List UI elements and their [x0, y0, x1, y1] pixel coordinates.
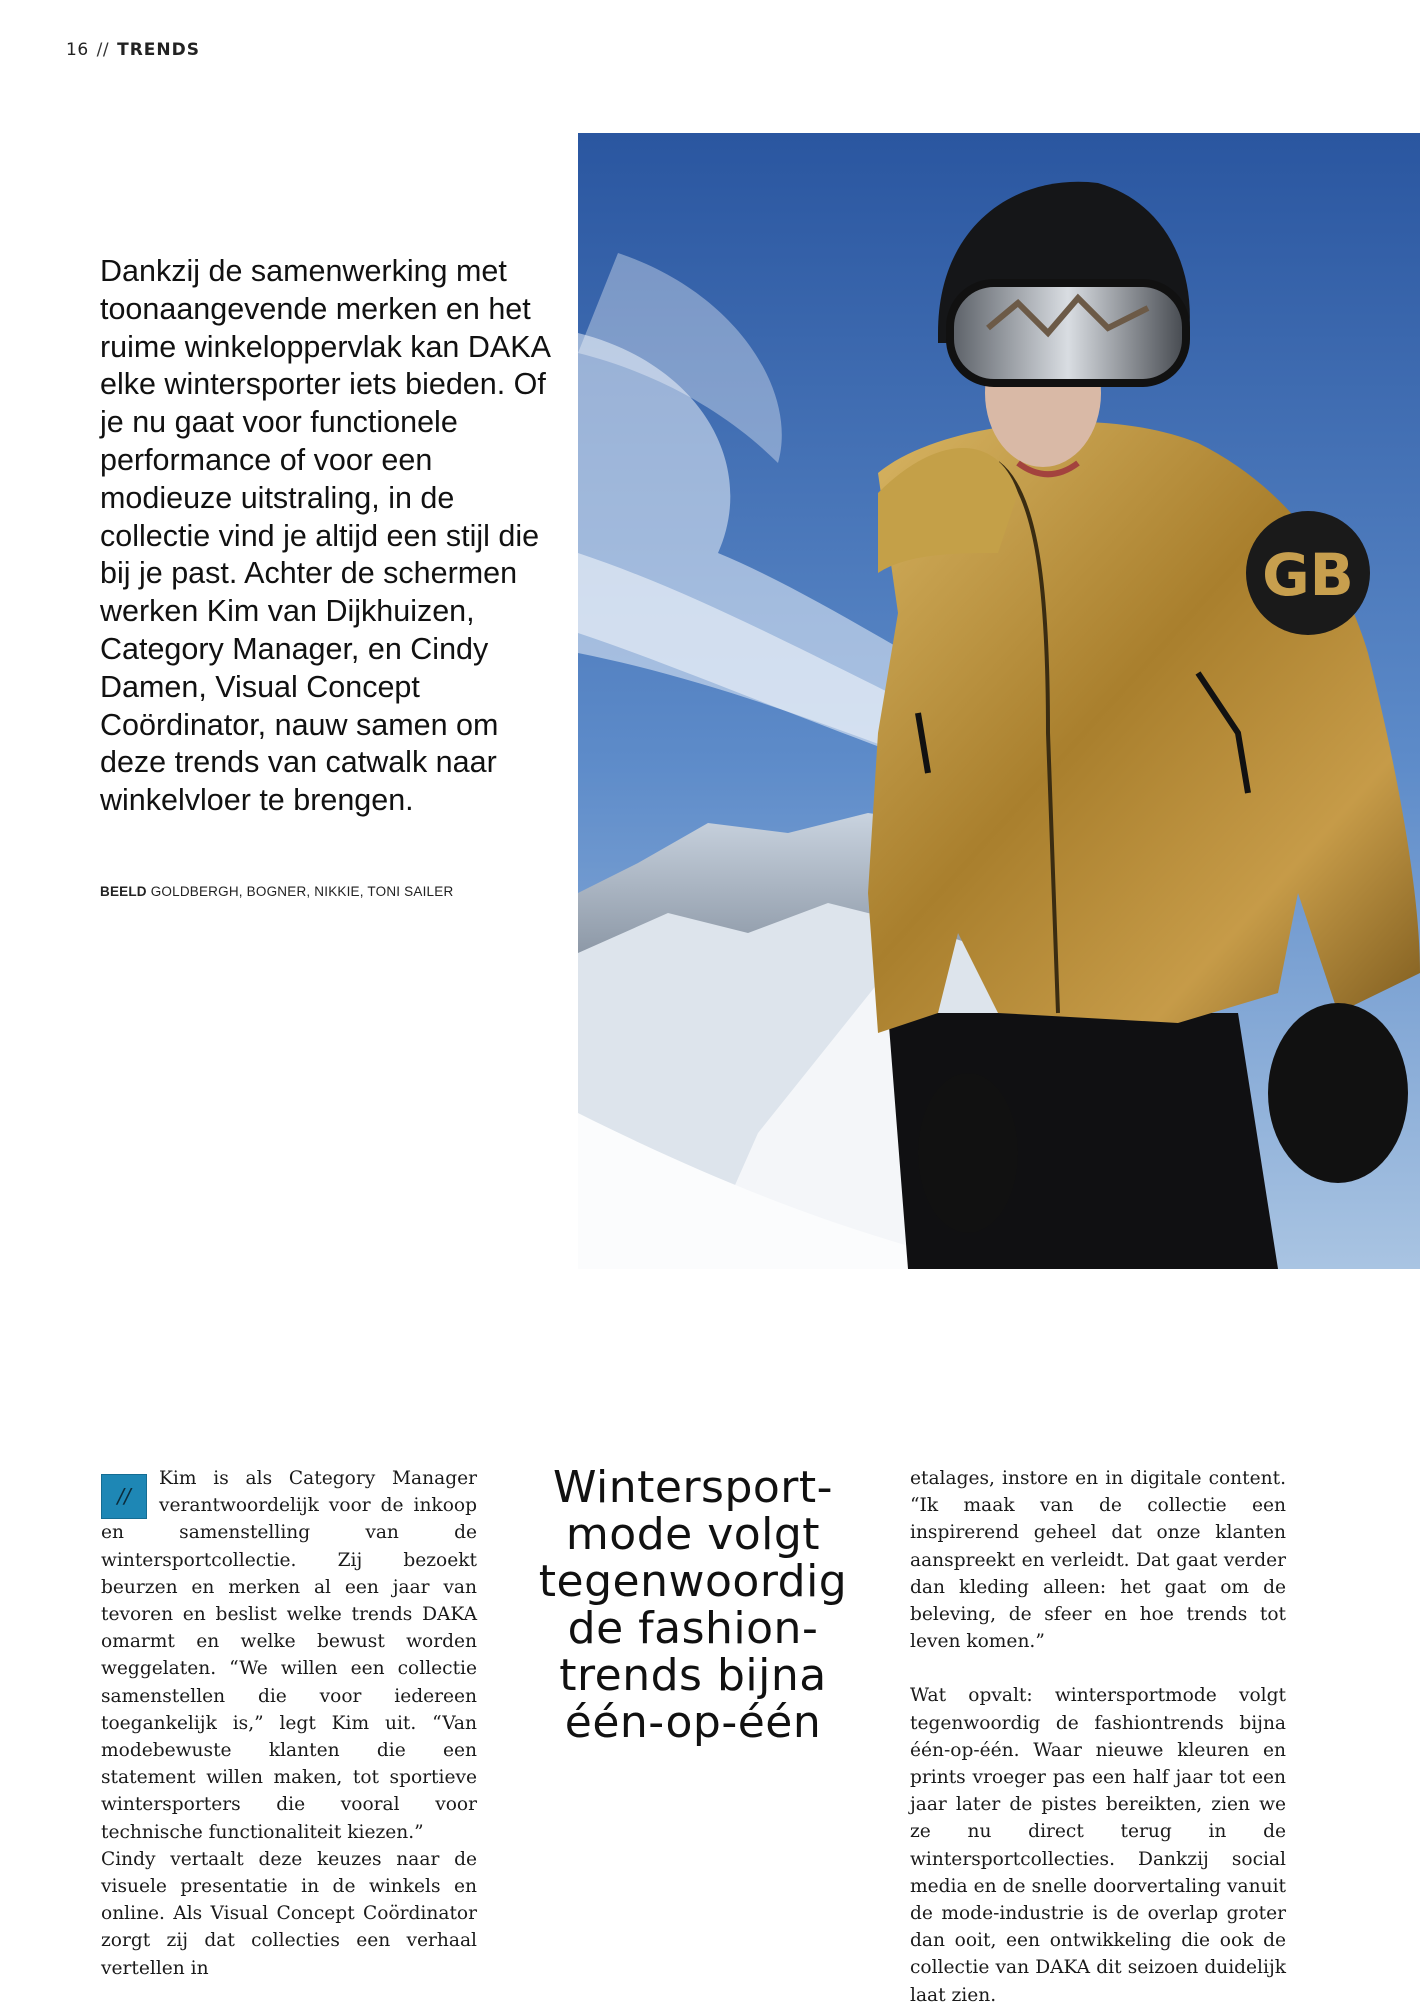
photo-credit-names: GOLDBERGH, BOGNER, NIKKIE, TONI SAILER [150, 884, 454, 899]
body-column-right [910, 1465, 1286, 2009]
body-paragraph: etalages, instore en in digitale content. “Ik maak van de collectie een inspirerend geheel dat onze klanten aanspreekt en verleidt. Dat gaat verder dan kleding alleen: het gaat om de beleving, de sfeer en hoe trends tot leven komen.” [910, 1468, 1286, 1653]
section-title: TRENDS [117, 40, 200, 60]
body-paragraph: Cindy vertaalt deze keuzes naar de visuele presentatie in de winkels en online. Als Visual Concept Coördinator zorgt zij dat collecties een verhaal vertellen in [101, 1848, 477, 1979]
skier-illustration [578, 133, 1420, 1269]
jacket-logo-text: GB [1262, 541, 1354, 609]
skier-photo [578, 133, 1420, 1269]
photo-credit-label: BEELD [100, 884, 147, 899]
jacket-logo [1246, 511, 1370, 635]
body-column-left [101, 1465, 477, 1982]
intro-paragraph: Dankzij de samenwerking met toonaangevende merken en het ruime winkeloppervlak kan DAKA elke wintersporter iets bieden. Of je nu gaat voor functionele performance of voor een modieuze uitstraling, in de collectie vind je altijd een stijl die bij je past. Achter de schermen werken Kim van Dijkhuizen, Category Manager, en Cindy Damen, Visual Concept Coördinator, nauw samen om deze trends van catwalk naar winkelvloer te brengen. [100, 254, 550, 818]
pull-quote: Wintersport-mode volgt tegenwoordig de fashion-trends bijna één-op-één [538, 1462, 848, 1748]
body-paragraph: Kim is als Category Manager verantwoordelijk voor de inkoop en samenstelling van de wintersportcollectie. Zij bezoekt beurzen en merken al een jaar van tevoren en beslist welke trends DAKA omarmt en welke bewust worden weggelaten. “We willen een collectie samenstellen die voor iedereen toegankelijk is,” legt Kim uit. “Van modebewuste klanten die een statement willen maken, tot sportieve wintersporters die vooral voor technische functionaliteit kiezen.” [101, 1468, 477, 1843]
photo-credit [100, 884, 453, 899]
page-number: 16 [66, 40, 89, 60]
folio-separator: // [96, 40, 110, 60]
section-marker: // [101, 1474, 147, 1519]
body-paragraph: Wat opvalt: wintersportmode volgt tegenwoordig de fashiontrends bijna één-op-één. Waar nieuwe kleuren en prints vroeger pas een half jaar tot een jaar later de pistes bereikten, zien we ze nu direct terug in de wintersportcollecties. Dankzij social media en de snelle doorvertaling vanuit de mode-industrie is de overlap groter dan ooit, een ontwikkeling die ook de collectie van DAKA dit seizoen duidelijk laat zien. [910, 1685, 1286, 2006]
page-folio [66, 40, 200, 60]
